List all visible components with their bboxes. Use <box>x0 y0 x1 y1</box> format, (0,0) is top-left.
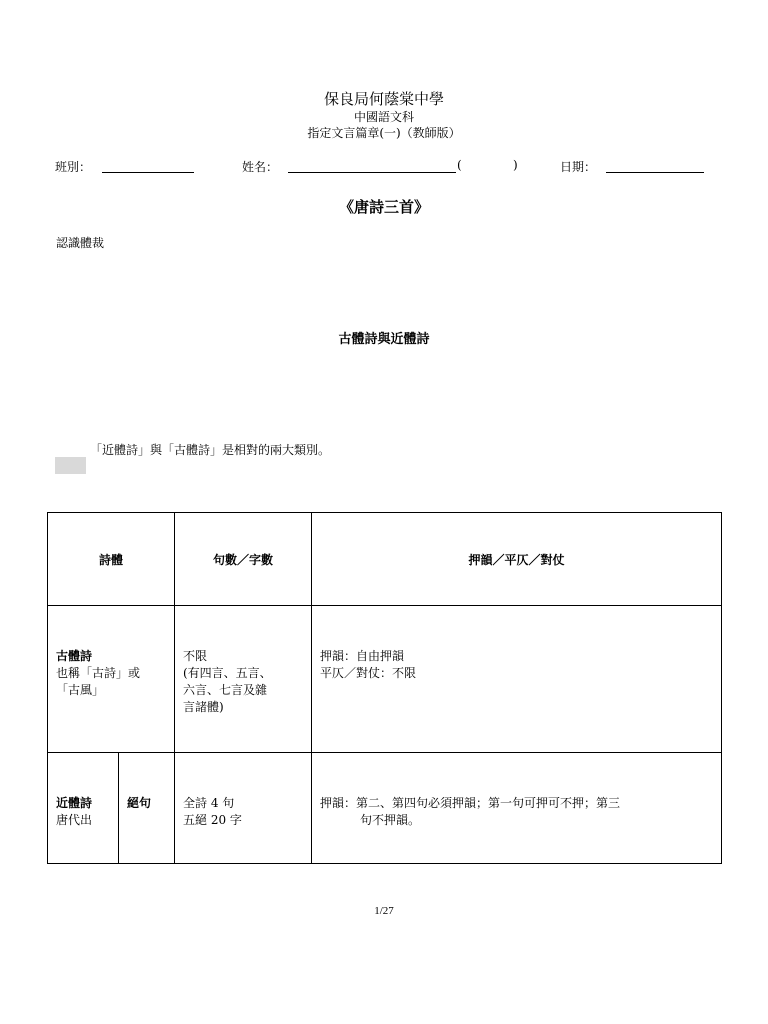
header-line-word-count: 句數／字數 <box>175 513 312 606</box>
name-label: 姓名： <box>242 160 279 174</box>
jin-ti-name: 近體詩 <box>56 796 93 810</box>
jin-ti-rule-line: 押韻：第二、第四句必須押韻；第一句可押可不押；第三 <box>320 796 621 810</box>
gu-ti-name: 古體詩 <box>56 649 93 663</box>
jin-ti-rules-cell <box>312 753 722 864</box>
table-header-row <box>48 513 722 606</box>
gu-ti-form-cell <box>48 606 175 753</box>
gu-ti-count-line: 言諸體) <box>183 700 224 714</box>
main-title: 《唐詩三首》 <box>338 198 429 216</box>
gu-ti-rule-line: 押韻：自由押韻 <box>320 649 405 663</box>
page-number: 1/27 <box>374 905 394 917</box>
gu-ti-aka-line: 也稱「古詩」或 <box>56 666 141 680</box>
gu-ti-aka-line: 「古風」 <box>56 683 105 697</box>
date-label: 日期： <box>560 160 597 174</box>
subject-name: 中國語文科 <box>353 110 414 124</box>
class-blank-line <box>102 172 194 173</box>
section-title: 古體詩與近體詩 <box>338 332 430 347</box>
intro-heading: 認識體裁 <box>56 236 105 250</box>
gu-ti-count-cell <box>175 606 312 753</box>
jin-ti-form-cell <box>48 753 119 864</box>
poetry-form-table <box>47 512 722 864</box>
jin-ti-subtype: 絕句 <box>127 796 152 810</box>
jin-ti-rule-line: 句不押韻。 <box>360 813 421 827</box>
highlight-box <box>55 457 86 474</box>
gu-ti-rules-cell <box>312 606 722 753</box>
header-rhyme-tone-parallel: 押韻／平仄／對仗 <box>312 513 722 606</box>
jin-ti-origin: 唐代出 <box>56 813 93 827</box>
header-poem-form: 詩體 <box>48 513 175 606</box>
name-blank-line <box>288 172 456 173</box>
jin-ti-subtype-cell <box>119 753 175 864</box>
class-label: 班別： <box>55 160 92 174</box>
school-name: 保良局何蔭棠中學 <box>323 90 444 108</box>
number-open-paren: ( <box>457 158 462 172</box>
document-title: 指定文言篇章(一)（教師版） <box>307 126 461 140</box>
jin-ti-count-line: 全詩 4 句 <box>183 796 235 810</box>
gu-ti-count-line: (有四言、五言、 <box>183 666 272 680</box>
jin-ti-count-line: 五絕 20 字 <box>183 813 242 827</box>
jin-ti-count-cell <box>175 753 312 864</box>
intro-paragraph: 「近體詩」與「古體詩」是相對的兩大類別。 <box>90 443 331 457</box>
gu-ti-count-line: 不限 <box>183 649 208 663</box>
table-row <box>48 753 722 864</box>
table-row <box>48 606 722 753</box>
number-close-paren: ) <box>513 158 518 172</box>
gu-ti-rule-line: 平仄／對仗：不限 <box>320 666 417 680</box>
date-blank-line <box>606 172 704 173</box>
gu-ti-count-line: 六言、七言及雜 <box>183 683 268 697</box>
